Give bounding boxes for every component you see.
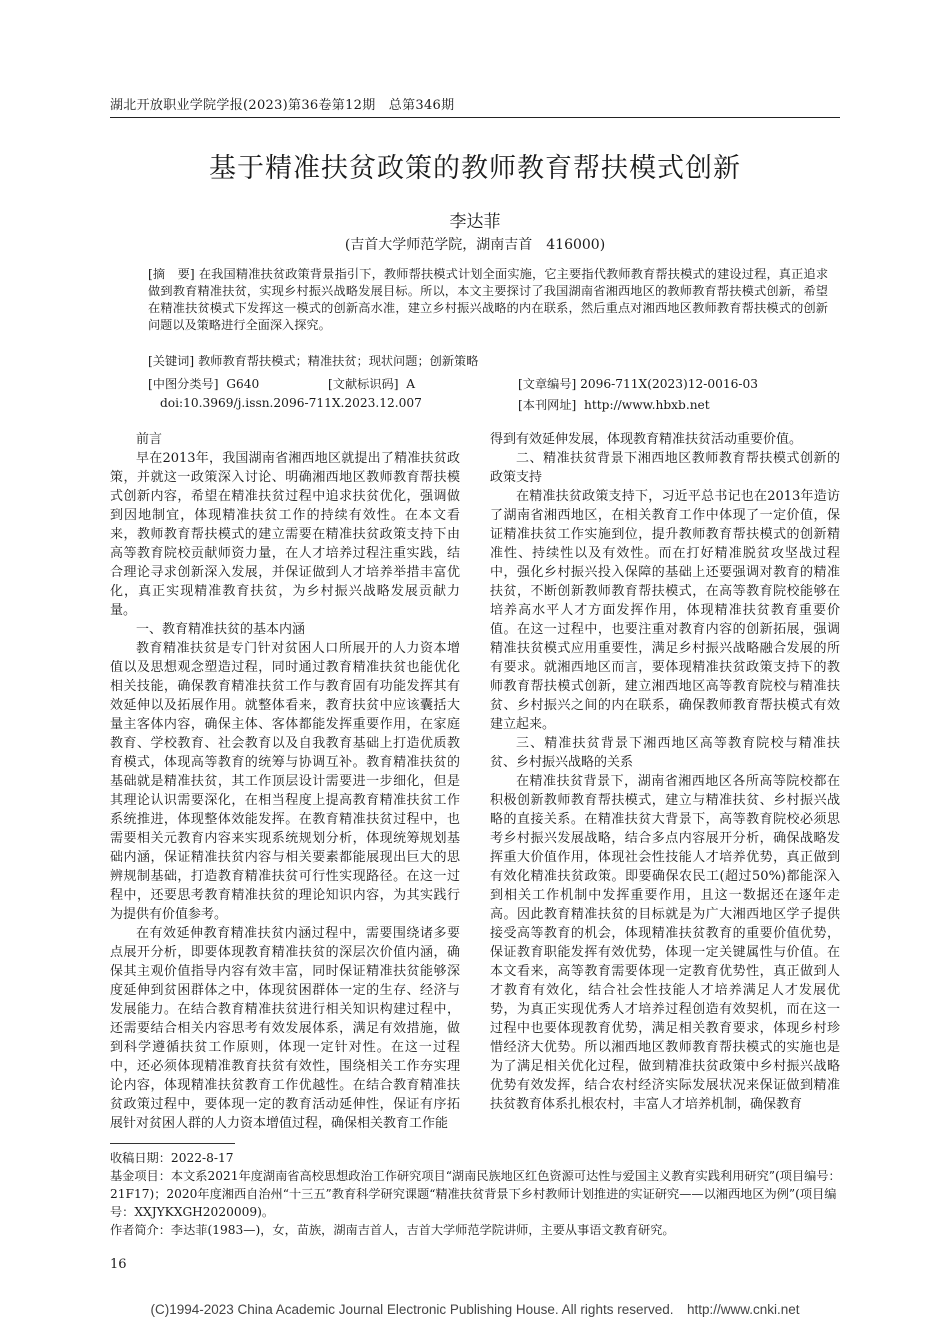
fund-project: 基金项目：本文系2021年度湖南省高校思想政治工作研究项目“湖南民族地区红色资源可达性与爱国主义教育实践利用研究”(项目编号：21F17)；2020年度湘西自治州“十三五”教育科学研究课题“精准扶贫背景下乡村教师计划推进的实证研究——以湘西地区为例”(项目编号：XXJYKXGH2020009)。: [110, 1169, 841, 1219]
paragraph: 得到有效延伸发展，体现教育精准扶贫活动重要价值。: [490, 432, 803, 447]
keywords-text: 教师教育帮扶模式；精准扶贫；现状问题；创新策略: [198, 354, 479, 368]
author-affiliation: (吉首大学师范学院，湖南吉首 416000): [344, 237, 606, 253]
keywords: [148, 352, 828, 369]
article-author: 李达菲: [449, 212, 501, 232]
section-heading-3: 三、精准扶贫背景下湘西地区高等教育院校与精准扶贫、乡村振兴战略的关系: [490, 736, 840, 770]
doi: doi:10.3969/j.issn.2096-711X.2023.12.007: [160, 396, 422, 410]
website-label: [本刊网址]: [518, 398, 577, 412]
author-bio: 作者简介：李达菲(1983—)，女，苗族，湖南吉首人，吉首大学师范学院讲师，主要从事语文教育研究。: [110, 1223, 675, 1237]
section-heading-1: 一、教育精准扶贫的基本内涵: [136, 622, 306, 637]
abstract-label: [摘 要]: [148, 267, 195, 281]
document-code: [328, 375, 415, 392]
paragraph: 在精准扶贫背景下，湖南省湘西地区各所高等院校都在积极创新教师教育帮扶模式，建立与精准扶贫、乡村振兴战略的直接关系。在精准扶贫大背景下，高等教育院校必须思考乡村振兴发展战略，结合多点内容展开分析，确保战略发挥重大价值作用，体现社会性技能人才培养优势，真正做到有效化精准扶贫政策。即要确保农民工(超过50%)都能深入到相关工作机制中发挥重要作用，且这一数据还在逐年走高。因此教育精准扶贫的目标就是为广大湘西地区学子提供接受高等教育的机会，体现精准扶贫教育的重要价值优势，保证教育职能发挥有效优势，体现一定关键属性与价值。在本文看来，高等教育需要体现一定教育优势性，真正做到人才教育有效化，结合社会性技能人才培养满足人才发展优势，为真正实现优秀人才培养过程创造有效契机，而在这一过程中也要体现教育优势，满足相关教育要求，体现乡村珍惜经济大优势。所以湘西地区教师教育帮扶模式的实施也是为了满足相关优化过程，做到精准扶贫政策中乡村振兴战略优势有效发挥，结合农村经济实际发展状况来保证做到精准扶贫教育体系扎根农村，丰富人才培养机制，确保教育: [490, 774, 840, 1112]
article-title: 基于精准扶贫政策的教师教育帮扶模式创新: [209, 153, 741, 184]
abstract: [148, 266, 828, 334]
clc-value: G640: [226, 377, 260, 391]
article-number-label: [文章编号]: [518, 377, 577, 391]
journal-header: 湖北开放职业学院学报(2023)第36卷第12期 总第346期: [110, 98, 455, 113]
section-heading-2: 二、精准扶贫背景下湘西地区教师教育帮扶模式创新的政策支持: [490, 451, 840, 485]
paragraph: 在精准扶贫政策支持下，习近平总书记也在2013年造访了湖南省湘西地区，在相关教育工作中体现了一定价值，保证精准扶贫工作实施到位，提升教师教育帮扶模式的创新精准性、持续性以及有效性。而在打好精准脱贫攻坚战过程中，强化乡村振兴投入保障的基础上还要强调对教育的精准扶贫，不断创新教师教育帮扶模式，在高等教育院校能够在培养高水平人才方面发挥作用，体现精准扶贫教育重要价值。在这一过程中，也要注重对教育内容的创新拓展，强调精准扶贫模式应用重要性，满足乡村振兴战略融合发展的所有要求。就湘西地区而言，要体现精准扶贫政策支持下的教师教育帮扶模式创新，建立湘西地区高等教育院校与精准扶贫、乡村振兴之间的内在联系，确保教师教育帮扶模式有效建立起来。: [490, 489, 840, 732]
page-number: 16: [110, 1257, 127, 1272]
header-divider: [110, 117, 840, 118]
keywords-label: [关键词]: [148, 354, 195, 368]
abstract-text: 在我国精准扶贫政策背景指引下，教师帮扶模式计划全面实施，它主要指代教师教育帮扶模式的建设过程，真正追求做到教育精准扶贫，实现乡村振兴战略发展目标。所以，本文主要探讨了我国湖南省湘西地区的教师教育帮扶模式创新，希望在精准扶贫模式下发挥这一模式的创新高水准，建立乡村振兴战略的内在联系，然后重点对湘西地区教师教育帮扶模式的创新问题以及策略进行全面深入探究。: [148, 267, 829, 332]
paragraph: 早在2013年，我国湖南省湘西地区就提出了精准扶贫政策，并就这一政策深入讨论、明确湘西地区教师教育帮扶模式创新内容，希望在精准扶贫过程中追求扶贫优化，强调做到因地制宜，体现精准扶贫工作的持续有效性。在本文看来，教师教育帮扶模式的建立需要在精准扶贫政策支持下由高等教育院校贡献师资力量，在人才培养过程注重实践，结合理论寻求创新深入发展，并保证做到人才培养举措丰富优化，真正实现精准教育扶贫，为乡村振兴战略发展贡献力量。: [110, 451, 460, 618]
body-column-right: [490, 430, 840, 1114]
article-number-value: 2096-711X(2023)12-0016-03: [580, 377, 759, 391]
preface-heading: 前言: [136, 432, 163, 447]
footnote-divider: [110, 1143, 235, 1144]
footnotes: [110, 1149, 845, 1239]
paragraph: 教育精准扶贫是专门针对贫困人口所展开的人力资本增值以及思想观念塑造过程，同时通过教育精准扶贫也能优化相关技能，确保教育精准扶贫工作与教育固有功能发挥其有效延伸以及拓展作用。就整体看来，教育扶贫中应该囊括大量主客体内容，确保主体、客体都能发挥重要作用，在家庭教育、学校教育、社会教育以及自我教育基础上打造优质教育模式，体现高等教育的统筹与协调互补。教育精准扶贫的基础就是精准扶贫，其工作顶层设计需要进一步细化，但是其理论认识需要深化，在相当程度上提高教育精准扶贫工作系统推进，体现整体效能发挥。在教育精准扶贫过程中，也需要相关元教育内容来实现系统规划分析，体现统筹规划基础内涵，保证精准扶贫内容与相关要素都能展现出巨大的思辨规制基础，打造教育精准扶贫可行性实现路径。在这一过程中，还要思考教育精准扶贫的理论知识内容，为其实践行为提供有价值参考。: [110, 641, 460, 922]
website-link[interactable]: http://www.hbxb.net: [584, 398, 710, 412]
clc-number: [148, 375, 259, 392]
article-number: [518, 375, 758, 392]
document-code-value: A: [406, 377, 416, 391]
received-date: 收稿日期：2022-8-17: [110, 1151, 234, 1165]
body-column-left: [110, 430, 460, 1133]
paragraph: 在有效延伸教育精准扶贫内涵过程中，需要围绕诸多要点展开分析，即要体现教育精准扶贫的深层次价值内涵，确保其主观价值指导内容有效丰富，同时保证精准扶贫能够深度延伸到贫困群体之中，体现贫困群体一定的生存、经济与发展能力。在结合教育精准扶贫进行相关知识构建过程中，还需要结合相关内容思考有效发展体系，满足有效措施，做到科学遵循扶贫工作原则，体现一定针对性。在这一过程中，还必须体现精准教育扶贫有效性，围绕相关工作夯实理论内容，体现精准扶贫教育工作优越性。在结合教育精准扶贫政策过程中，要体现一定的教育活动延伸性，保证有序拓展针对贫困人群的人力资本增值过程，确保相关教育工作能: [110, 926, 460, 1131]
clc-label: [中图分类号]: [148, 377, 219, 391]
document-code-label: [文献标识码]: [328, 377, 399, 391]
journal-website: [518, 396, 710, 413]
copyright-watermark: (C)1994-2023 China Academic Journal Electronic Publishing House. All rights reserved. http://www.cnki.net: [150, 1302, 800, 1317]
